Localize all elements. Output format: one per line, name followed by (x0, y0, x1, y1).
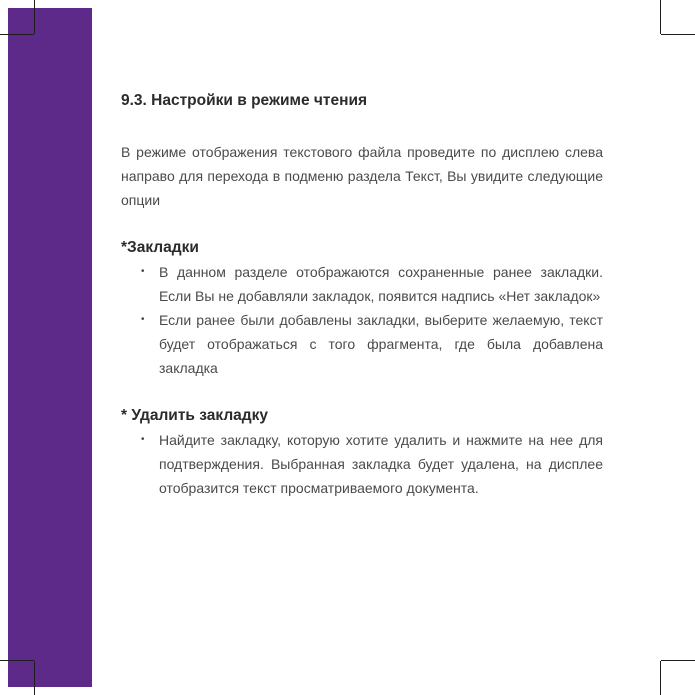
delete-bookmark-list (121, 428, 603, 500)
section-title: 9.3. Настройки в режиме чтения (121, 92, 368, 109)
crop-mark-top-right-v (660, 0, 661, 34)
bullet-icon: • (141, 314, 145, 325)
crop-mark-top-right-h (661, 34, 695, 35)
list-item (121, 428, 603, 500)
crop-mark-bottom-right-h (661, 660, 695, 661)
crop-mark-bottom-left-h (0, 660, 34, 661)
bookmarks-list (121, 260, 603, 380)
bullet-icon: • (141, 266, 145, 277)
intro-paragraph: В режиме отображения текстового файла проведите по дисплею слева направо для перехода в подменю раздела Текст, Вы увидите следующие опции (121, 144, 603, 208)
bookmarks-heading: *Закладки (121, 239, 199, 256)
delete-bookmark-heading: * Удалить закладку (121, 407, 269, 424)
side-band (8, 8, 92, 687)
list-item-text: Найдите закладку, которую хотите удалить и нажмите на нее для подтверждения. Выбранная закладка будет удалена, на дисплее отобразится текст просматриваемого документа. (159, 432, 603, 496)
bullet-icon: • (141, 434, 145, 445)
crop-mark-bottom-right-v (660, 661, 661, 695)
list-item-text: Если ранее были добавлены закладки, выберите желаемую, текст будет отображаться с того фрагмента, где была добавлена закладка (159, 312, 603, 376)
crop-mark-top-left-v (34, 0, 35, 34)
page-content (121, 88, 603, 500)
list-item (121, 308, 603, 380)
crop-mark-bottom-left-v (34, 661, 35, 695)
list-item (121, 260, 603, 308)
list-item-text: В данном разделе отображаются сохраненные ранее закладки. Если Вы не добавляли закладок, появится надпись «Нет закладок» (159, 264, 603, 304)
crop-mark-top-left-h (0, 34, 34, 35)
